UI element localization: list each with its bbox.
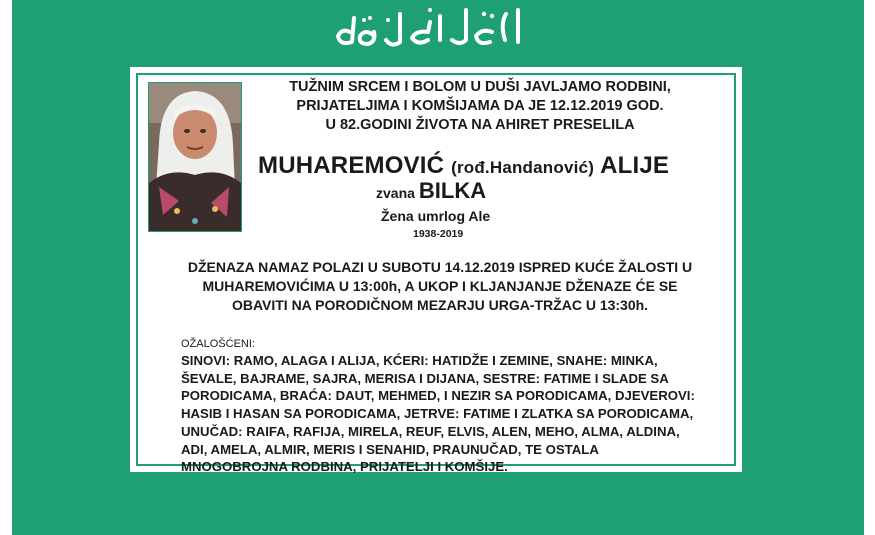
mourners-line: UNUČAD: RAIFA, RAFIJA, MIRELA, REUF, ELVIS, ALEN, MEHO, ALMA, ALDINA,	[181, 423, 680, 439]
intro-text	[250, 78, 710, 135]
mourners-list	[181, 352, 695, 476]
funeral-line: DŽENAZA NAMAZ POLAZI U SUBOTU 14.12.2019 ISPRED KUĆE ŽALOSTI U	[187, 259, 693, 275]
first-name: ALIJE	[600, 152, 670, 179]
mourners-line: ADI, AMELA, ALMIR, MERIS I SENAHID, PRAUNUČAD, TE OSTALA	[181, 441, 599, 457]
nickname-line	[376, 178, 486, 204]
funeral-details	[150, 258, 730, 315]
mourners-line: ŠEVALE, BAJRAME, SAJRA, MERISA I DIJANA, SESTRE: FATIME I SLADE SA	[181, 370, 669, 386]
mourners-line: MNOGOBROJNA RODBINA, PRIJATELJI I KOMŠIJE.	[181, 459, 508, 475]
mourners-label: OŽALOŠĆENI:	[181, 338, 255, 350]
mourners-line: HASIB I HASAN SA PORODICAMA, JETRVE: FATIME I ZLATKA SA PORODICAMA,	[181, 406, 694, 422]
relation-text: Žena umrlog Ale	[381, 208, 491, 224]
life-years: 1938-2019	[413, 228, 464, 240]
funeral-line: OBAVITI NA PORODIČNOM MEZARJU URGA-TRŽAC U 13:30h.	[231, 297, 649, 313]
portrait-photo	[148, 82, 242, 232]
nickname-prefix: zvana	[376, 185, 415, 201]
intro-line: PRIJATELJIMA I KOMŠIJAMA DA JE 12.12.2019 GOD.	[296, 98, 664, 114]
funeral-line: MUHAREMOVIĆIMA U 13:00h, A UKOP I KLJANJANJE DŽENAZE ĆE SE	[202, 278, 678, 294]
surname: MUHAREMOVIĆ	[258, 152, 445, 179]
maiden-name: (rođ.Handanović)	[451, 158, 595, 177]
nickname: BILKA	[418, 178, 487, 203]
deceased-name	[258, 152, 669, 180]
mourners-line: PORODICAMA, BRAĆA: DAUT, MEHMED, I NEZIR SA PORODICAMA, DJEVEROVI:	[181, 388, 695, 404]
intro-line: TUŽNIM SRCEM I BOLOM U DUŠI JAVLJAMO RODBINI,	[289, 79, 671, 95]
intro-line: U 82.GODINI ŽIVOTA NA AHIRET PRESELILA	[325, 117, 635, 133]
mourners-line: SINOVI: RAMO, ALAGA I ALIJA, KĆERI: HATIDŽE I ZEMINE, SNAHE: MINKA,	[181, 353, 658, 368]
arabic-calligraphy-logo	[300, 2, 560, 52]
